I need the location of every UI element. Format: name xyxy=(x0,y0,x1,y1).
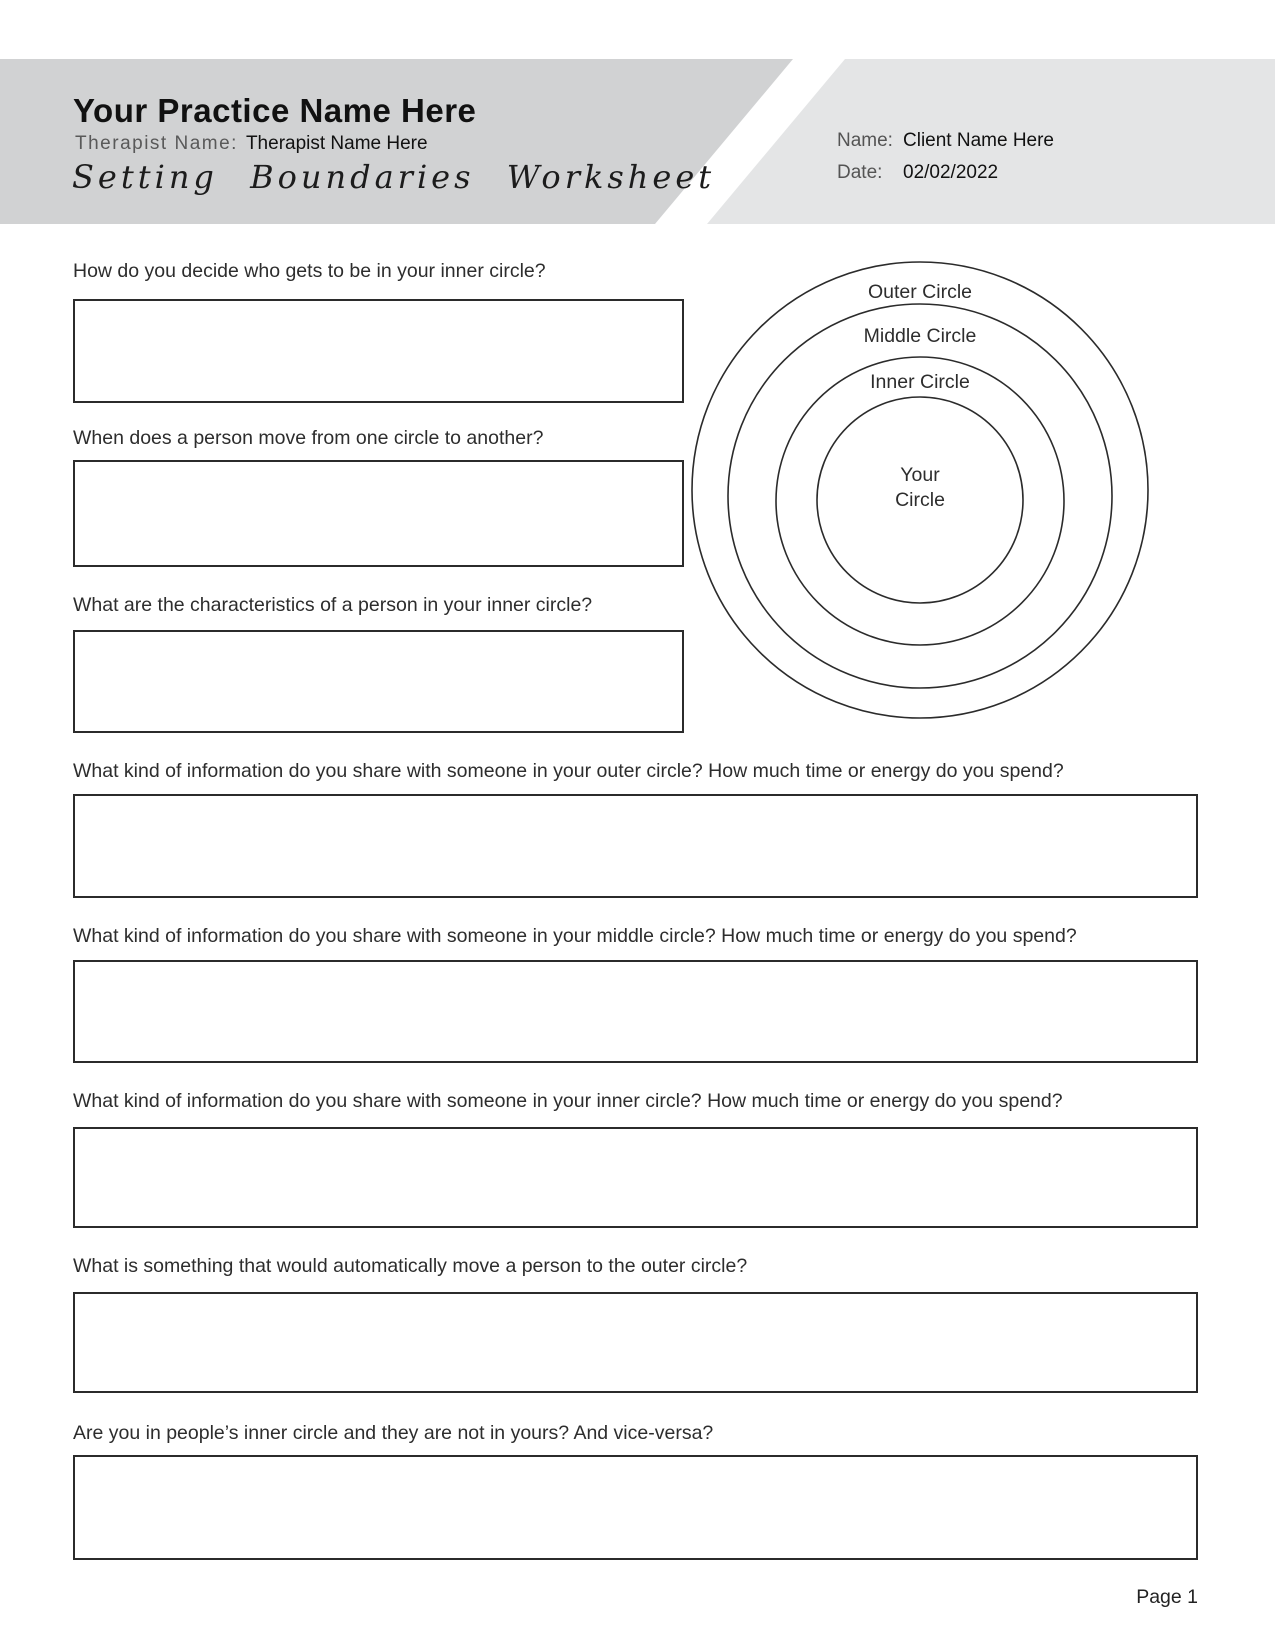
answer-box-4[interactable] xyxy=(73,794,1198,898)
practice-name-title: Your Practice Name Here xyxy=(73,92,477,129)
client-name-row xyxy=(837,130,1054,152)
answer-box-8[interactable] xyxy=(73,1455,1198,1560)
question-label-5: What kind of information do you share with someone in your middle circle? How much time or energy do you spend? xyxy=(73,925,1077,947)
date-row xyxy=(837,162,998,184)
question-label-1: How do you decide who gets to be in your inner circle? xyxy=(73,260,546,282)
inner-circle-label: Inner Circle xyxy=(870,371,970,393)
middle-circle-label: Middle Circle xyxy=(863,325,977,347)
therapist-name-label: Therapist Name: xyxy=(75,133,238,154)
client-name-value: Client Name Here xyxy=(903,130,1054,151)
therapist-name-value: Therapist Name Here xyxy=(245,133,428,154)
boundary-circles-diagram xyxy=(680,240,1160,725)
date-value: 02/02/2022 xyxy=(903,162,999,183)
your-circle-label-line1: Your xyxy=(900,464,940,486)
answer-box-3[interactable] xyxy=(73,630,684,733)
question-label-8: Are you in people’s inner circle and they are not in yours? And vice-versa? xyxy=(73,1422,714,1444)
answer-box-2[interactable] xyxy=(73,460,684,567)
question-label-4: What kind of information do you share with someone in your outer circle? How much time or energy do you spend? xyxy=(73,760,1064,782)
answer-box-7[interactable] xyxy=(73,1292,1198,1393)
question-label-7: What is something that would automatically move a person to the outer circle? xyxy=(73,1255,748,1277)
worksheet-title: Setting Boundaries Worksheet xyxy=(72,158,716,196)
outer-circle-label: Outer Circle xyxy=(867,281,973,303)
your-circle-label-line2: Circle xyxy=(895,489,945,511)
date-label: Date: xyxy=(837,162,883,183)
answer-box-6[interactable] xyxy=(73,1127,1198,1228)
client-name-label: Name: xyxy=(837,130,893,151)
answer-box-5[interactable] xyxy=(73,960,1198,1063)
therapist-name-row xyxy=(75,133,428,155)
question-label-2: When does a person move from one circle to another? xyxy=(73,427,544,449)
question-label-6: What kind of information do you share with someone in your inner circle? How much time or energy do you spend? xyxy=(73,1090,1063,1112)
question-label-3: What are the characteristics of a person in your inner circle? xyxy=(73,594,593,616)
page-number: Page 1 xyxy=(1136,1586,1198,1608)
answer-box-1[interactable] xyxy=(73,299,684,403)
